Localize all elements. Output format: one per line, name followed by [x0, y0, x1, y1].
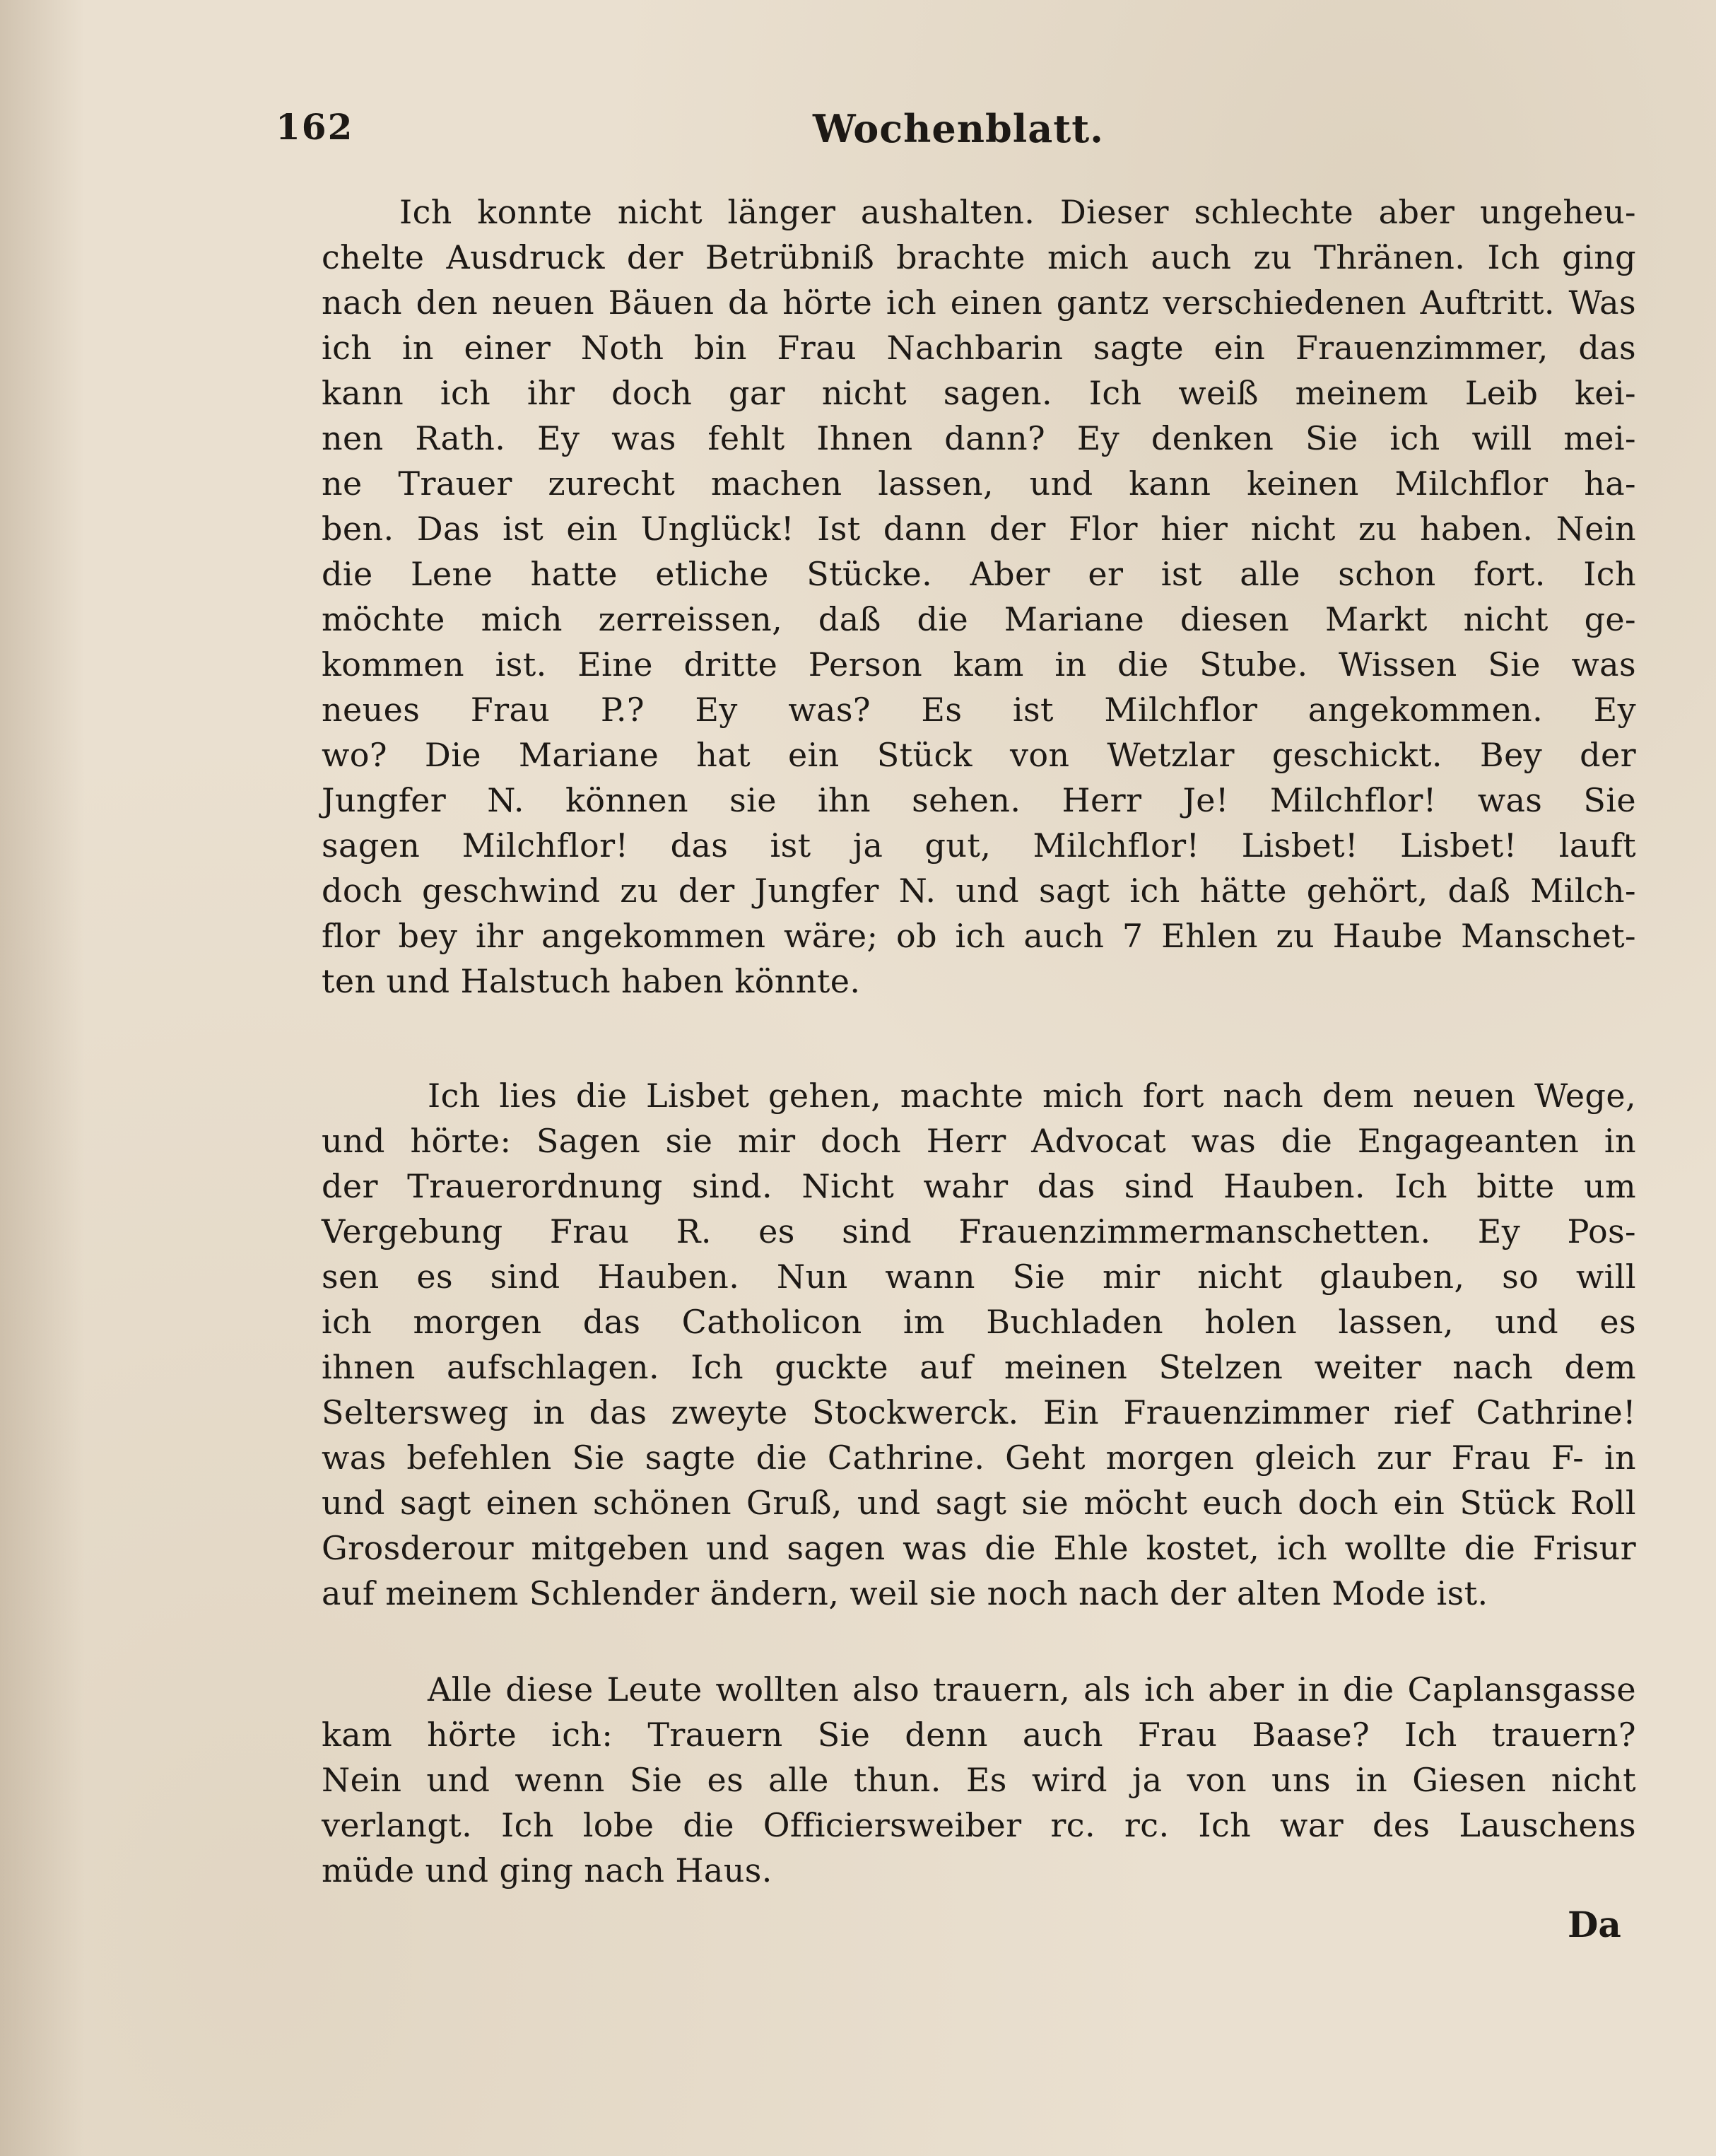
text-line: ben. Das ist ein Unglück! Ist dann der Flor hier nicht zu haben. Nein: [322, 510, 1636, 548]
text-line: kommen ist. Eine dritte Person kam in die Stube. Wissen Sie was: [322, 645, 1636, 684]
text-line: ich morgen das Catholicon im Buchladen holen lassen, und es: [322, 1303, 1636, 1341]
text-line: ten und Halstuch haben könnte.: [322, 962, 861, 1000]
text-line: ne Trauer zurecht machen lassen, und kann keinen Milchflor ha-: [322, 464, 1636, 503]
text-line: ihnen aufschlagen. Ich guckte auf meinen Stelzen weiter nach dem: [322, 1348, 1636, 1386]
text-line: Nein und wenn Sie es alle thun. Es wird ja von uns in Giesen nicht: [322, 1761, 1636, 1799]
paragraph-3: [322, 1667, 1636, 1893]
text-line: flor bey ihr angekommen wäre; ob ich auch 7 Ehlen zu Haube Manschet-: [322, 917, 1636, 955]
paragraph-1: [322, 189, 1636, 1004]
text-line: doch geschwind zu der Jungfer N. und sagt ich hätte gehört, daß Milch-: [322, 872, 1636, 910]
text-line: sen es sind Hauben. Nun wann Sie mir nicht glauben, so will: [322, 1258, 1636, 1296]
text-line: wo? Die Mariane hat ein Stück von Wetzlar geschickt. Bey der: [322, 736, 1636, 774]
page-number: 162: [276, 106, 354, 148]
text-line: Seltersweg in das zweyte Stockwerck. Ein Frauenzimmer rief Cathrine!: [322, 1393, 1636, 1431]
text-line: der Trauerordnung sind. Nicht wahr das sind Hauben. Ich bitte um: [322, 1167, 1636, 1205]
page-edge-shadow: [0, 0, 85, 2156]
running-title: Wochenblatt.: [813, 106, 1104, 151]
text-line: Vergebung Frau R. es sind Frauenzimmermanschetten. Ey Pos-: [322, 1212, 1636, 1250]
text-line: Jungfer N. können sie ihn sehen. Herr Je! Milchflor! was Sie: [322, 781, 1636, 819]
text-line: kann ich ihr doch gar nicht sagen. Ich weiß meinem Leib kei-: [322, 374, 1636, 412]
text-line: Alle diese Leute wollten also trauern, als ich aber in die Caplansgasse: [428, 1670, 1636, 1709]
text-line: sagen Milchflor! das ist ja gut, Milchflor! Lisbet! Lisbet! lauft: [322, 826, 1636, 865]
text-line: Grosderour mitgeben und sagen was die Ehle kostet, ich wollte die Frisur: [322, 1529, 1636, 1567]
text-line: und hörte: Sagen sie mir doch Herr Advocat was die Engageanten in: [322, 1122, 1636, 1160]
paragraph-2: [322, 1073, 1636, 1616]
text-line: verlangt. Ich lobe die Officiersweiber rc. rc. Ich war des Lauschens: [322, 1806, 1636, 1844]
text-line: nen Rath. Ey was fehlt Ihnen dann? Ey denken Sie ich will mei-: [322, 419, 1636, 457]
text-line: möchte mich zerreissen, daß die Mariane diesen Markt nicht ge-: [322, 600, 1636, 638]
page-header: [276, 106, 1618, 163]
text-line: chelte Ausdruck der Betrübniß brachte mich auch zu Thränen. Ich ging: [322, 238, 1636, 276]
catchword: Da: [1568, 1904, 1621, 1945]
text-line: müde und ging nach Haus.: [322, 1851, 772, 1890]
text-line: Ich konnte nicht länger aushalten. Dieser schlechte aber ungeheu-: [399, 193, 1636, 231]
text-line: neues Frau P.? Ey was? Es ist Milchflor angekommen. Ey: [322, 691, 1636, 729]
text-line: was befehlen Sie sagte die Cathrine. Geht morgen gleich zur Frau F- in: [322, 1439, 1636, 1477]
text-line: ich in einer Noth bin Frau Nachbarin sagte ein Frauenzimmer, das: [322, 329, 1636, 367]
text-line: und sagt einen schönen Gruß, und sagt sie möcht euch doch ein Stück Roll: [322, 1484, 1636, 1522]
text-line: kam hörte ich: Trauern Sie denn auch Frau Baase? Ich trauern?: [322, 1716, 1636, 1754]
text-line: nach den neuen Bäuen da hörte ich einen gantz verschiedenen Auftritt. Was: [322, 283, 1636, 322]
text-line: die Lene hatte etliche Stücke. Aber er ist alle schon fort. Ich: [322, 555, 1636, 593]
text-line: Ich lies die Lisbet gehen, machte mich fort nach dem neuen Wege,: [428, 1077, 1636, 1115]
text-line: auf meinem Schlender ändern, weil sie noch nach der alten Mode ist.: [322, 1574, 1488, 1612]
